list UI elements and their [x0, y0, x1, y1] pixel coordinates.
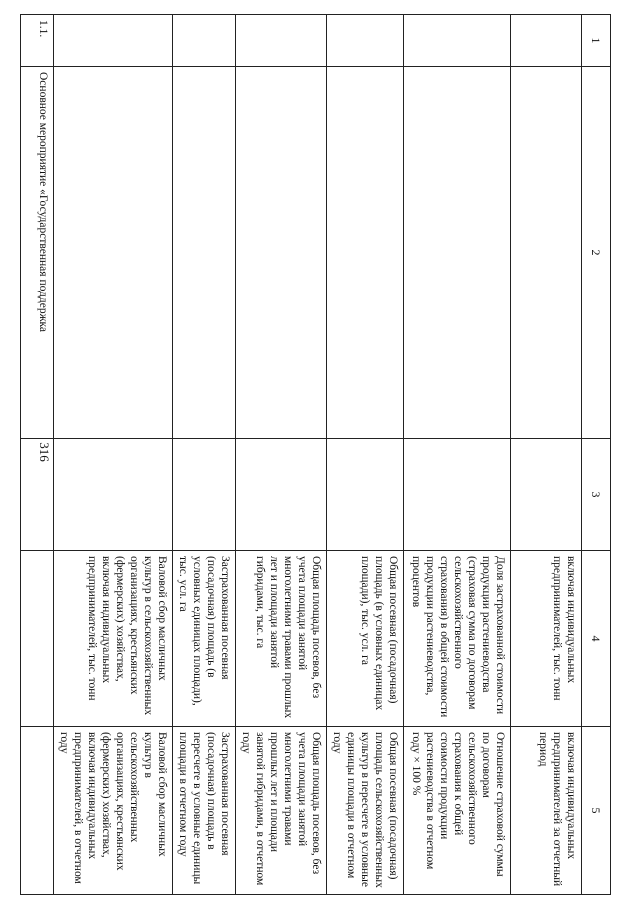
page-number: 316 [37, 442, 52, 462]
cell-col3 [511, 439, 582, 551]
indicators-table [20, 14, 611, 895]
table-row [20, 15, 53, 895]
activity-name-cell: Основное мероприятие «Государственная поддержка [20, 67, 53, 439]
cell-col1 [172, 15, 235, 67]
indicator-name-cell: Валовой сбор масличных культур в сельскохозяйственных организациях, крестьянских (фермерских) хозяйствах, включая индивидуальных предпринимателей, тыс. тонн [53, 551, 172, 727]
cell-col1 [511, 15, 582, 67]
row-number-cell: 1.1. [20, 15, 53, 67]
cell-col2 [404, 67, 511, 439]
cell-col3 [20, 439, 53, 551]
table-row [511, 15, 582, 895]
indicator-name-cell: Доля застрахованной стоимости продукции растениеводства (страховая сумма по договорам сельскохозяйственного страхования) в общей стоимости продукции растениеводства, процентов [404, 551, 511, 727]
table-row [172, 15, 235, 895]
cell-col2 [326, 67, 403, 439]
cell-col1 [404, 15, 511, 67]
header-row [582, 15, 611, 895]
cell-col3 [53, 439, 172, 551]
cell-col1 [235, 15, 326, 67]
cell-col3 [172, 439, 235, 551]
cell-col3 [404, 439, 511, 551]
column-header-5: 5 [582, 727, 611, 895]
cell-col2 [172, 67, 235, 439]
cell-col2 [511, 67, 582, 439]
cell-col1 [326, 15, 403, 67]
indicator-method-cell: Застрахованная посевная (посадочная) площадь в пересчете в условные единицы площади в отчетном году [172, 727, 235, 895]
cell-col1 [53, 15, 172, 67]
cell-col2 [53, 67, 172, 439]
indicator-method-cell: Общая посевная (посадочная) площадь сельскохозяйственных культур в пересчете в условные единицы площади в отчетном году [326, 727, 403, 895]
column-header-3: 3 [582, 439, 611, 551]
column-header-2: 2 [582, 67, 611, 439]
table-row [404, 15, 511, 895]
cell-col2 [235, 67, 326, 439]
cell-col3 [326, 439, 403, 551]
indicator-method-cell: Отношение страховой суммы по договорам сельскохозяйственного страхования к общей стоимости продукции растениеводства в отчетном году × 100 % [404, 727, 511, 895]
table-row [53, 15, 172, 895]
indicator-name-cell: Общая площадь посевов, без учета площади занятой многолетними травами прошлых лет и площади занятой гибридами, тыс. га [235, 551, 326, 727]
cell-col3 [235, 439, 326, 551]
indicator-method-cell: Общая площадь посевов, без учета площади занятой многолетними травами прошлых лет и площади занятой гибридами, в отчетном году [235, 727, 326, 895]
indicator-method-cell: Валовой сбор масличных культур в сельскохозяйственных организациях, крестьянских (фермерских) хозяйствах, включая индивидуальных предпринимателей, в отчетном году [53, 727, 172, 895]
column-header-1: 1 [582, 15, 611, 67]
table-row [326, 15, 403, 895]
indicator-name-cell: Застрахованная посевная (посадочная) площадь (в условных единицах площади), тыс. усл. га [172, 551, 235, 727]
indicator-method-cell: включая индивидуальных предпринимателей за отчетный период [511, 727, 582, 895]
indicator-name-cell: Общая посевная (посадочная) площадь (в условных единицах площади), тыс. усл. га [326, 551, 403, 727]
indicator-name-cell: включая индивидуальных предпринимателей, тыс. тонн [511, 551, 582, 727]
table-row [235, 15, 326, 895]
cell-col4 [20, 551, 53, 727]
cell-col5 [20, 727, 53, 895]
column-header-4: 4 [582, 551, 611, 727]
